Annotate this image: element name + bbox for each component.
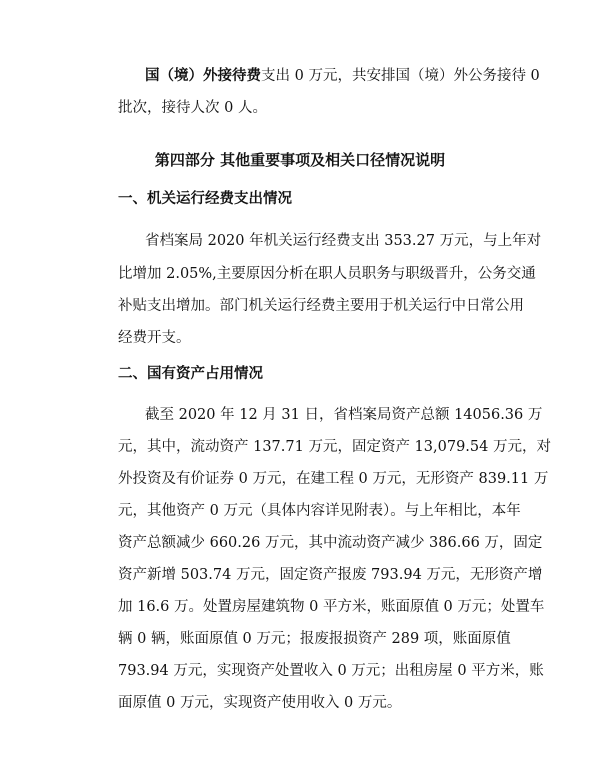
section1-line-1: 省档案局 2020 年机关运行经费支出 353.27 万元，与上年对 xyxy=(145,233,542,249)
section2-line-9: 793.94 万元，实现资产处置收入 0 万元；出租房屋 0 平方米，账 xyxy=(118,663,544,679)
section2-line-5: 资产总额减少 660.26 万元，其中流动资产减少 386.66 万，固定 xyxy=(118,535,543,551)
section1-line-2: 比增加 2.05%,主要原因分析在职人员职务与职级晋升，公务交通 xyxy=(118,266,536,282)
reception-rest: 支出 0 万元，共安排国（境）外公务接待 0 xyxy=(261,68,540,84)
part4-title: 第四部分 其他重要事项及相关口径情况说明 xyxy=(154,151,446,169)
reception-paragraph-line-1 xyxy=(0,66,600,86)
section2-line-2: 元，其中，流动资产 137.71 万元，固定资产 13,079.54 万元，对 xyxy=(118,439,551,455)
section1-heading: 一、机关运行经费支出情况 xyxy=(118,191,292,207)
section2-line-10: 面原值 0 万元，实现资产使用收入 0 万元。 xyxy=(118,695,402,711)
section1-line-4: 经费开支。 xyxy=(118,330,191,346)
section2-line-3: 外投资及有价证券 0 万元，在建工程 0 万元，无形资产 839.11 万 xyxy=(118,471,549,487)
section2-line-1: 截至 2020 年 12 月 31 日，省档案局资产总额 14056.36 万 xyxy=(145,407,543,423)
section2-line-8: 辆 0 辆，账面原值 0 万元；报废报损资产 289 项，账面原值 xyxy=(118,631,511,647)
section2-line-7: 加 16.6 万。处置房屋建筑物 0 平方米，账面原值 0 万元；处置车 xyxy=(118,599,545,615)
section2-line-6: 资产新增 503.74 万元，固定资产报废 793.94 万元，无形资产增 xyxy=(118,567,543,583)
section1-line-3: 补贴支出增加。部门机关运行经费主要用于机关运行中日常公用 xyxy=(118,298,524,314)
reception-lead: 国（境）外接待费 xyxy=(145,68,261,84)
section2-heading: 二、国有资产占用情况 xyxy=(118,366,263,382)
section2-line-4: 元，其他资产 0 万元（具体内容详见附表）。与上年相比，本年 xyxy=(118,503,521,519)
reception-paragraph-line-2: 批次，接待人次 0 人。 xyxy=(118,100,267,116)
